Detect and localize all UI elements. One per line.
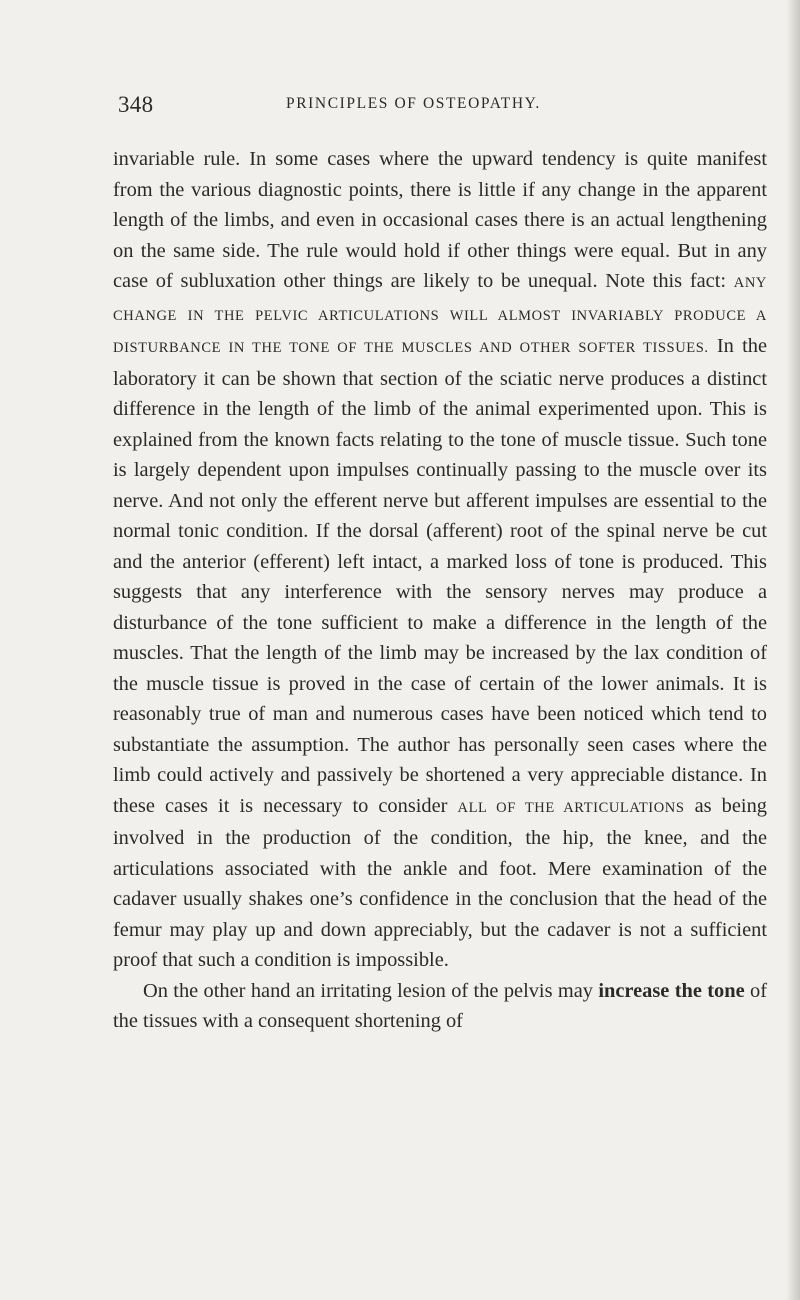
- text-run: invariable rule. In some cases where the upward tendency is quite manifest from the various diagnostic points, there is little if any change in the apparent length of the limbs, and even in occasional cases there is an actual lengthening on the same side. The rule would hold if other things were equal. But in any case of subluxation other things are likely to be unequal. Note this fact:: [113, 148, 767, 292]
- page-number: 348: [118, 92, 154, 117]
- running-title: PRINCIPLES OF OSTEOPATHY.: [286, 95, 541, 112]
- paragraph: [113, 144, 767, 976]
- small-caps-emphasis: ANY CHANGE IN THE PELVIC ARTICULATIONS WILL ALMOST INVARIABLY PRODUCE A DISTURBANCE IN THE TONE OF THE MUSCLES AND OTHER SOFTER TISSUES.: [113, 275, 767, 356]
- text-run: of the tissues with a consequent shortening of: [113, 979, 767, 1032]
- body-text: [113, 144, 767, 1037]
- text-run: as being involved in the production of the condition, the hip, the knee, and the articulations associated with the ankle and foot. Mere examination of the cadaver usually shakes one’s confidence in the conclusion that the head of the femur may play up and down appreciably, but the cadaver is not a sufficient proof that such a condition is impossible.: [113, 794, 767, 971]
- paragraph: [113, 976, 767, 1037]
- small-caps-emphasis: ALL OF THE ARTICULATIONS: [457, 799, 685, 816]
- page-edge-shadow: [786, 0, 800, 1300]
- text-run: On the other hand an irritating lesion of the pelvis may: [143, 979, 599, 1002]
- bold-emphasis: increase the tone: [598, 979, 745, 1002]
- text-run: In the laboratory it can be shown that section of the sciatic nerve produces a distinct difference in the length of the limb of the animal experimented upon. This is explained from the known facts relating to the tone of muscle tissue. Such tone is largely dependent upon impulses continually passing to the muscle over its nerve. And not only the efferent nerve but afferent impulses are essential to the normal tonic condition. If the dorsal (afferent) root of the spinal nerve be cut and the anterior (efferent) left intact, a marked loss of tone is produced. This suggests that any interference with the sensory nerves may produce a disturbance of the tone sufficient to make a difference in the length of the muscles. That the length of the limb may be increased by the lax condition of the muscle tissue is proved in the case of certain of the lower animals. It is reasonably true of man and numerous cases have been noticed which tend to substantiate the assumption. The author has personally seen cases where the limb could actively and passively be shortened a very appreciable distance. In these cases it is necessary to consider: [113, 335, 767, 817]
